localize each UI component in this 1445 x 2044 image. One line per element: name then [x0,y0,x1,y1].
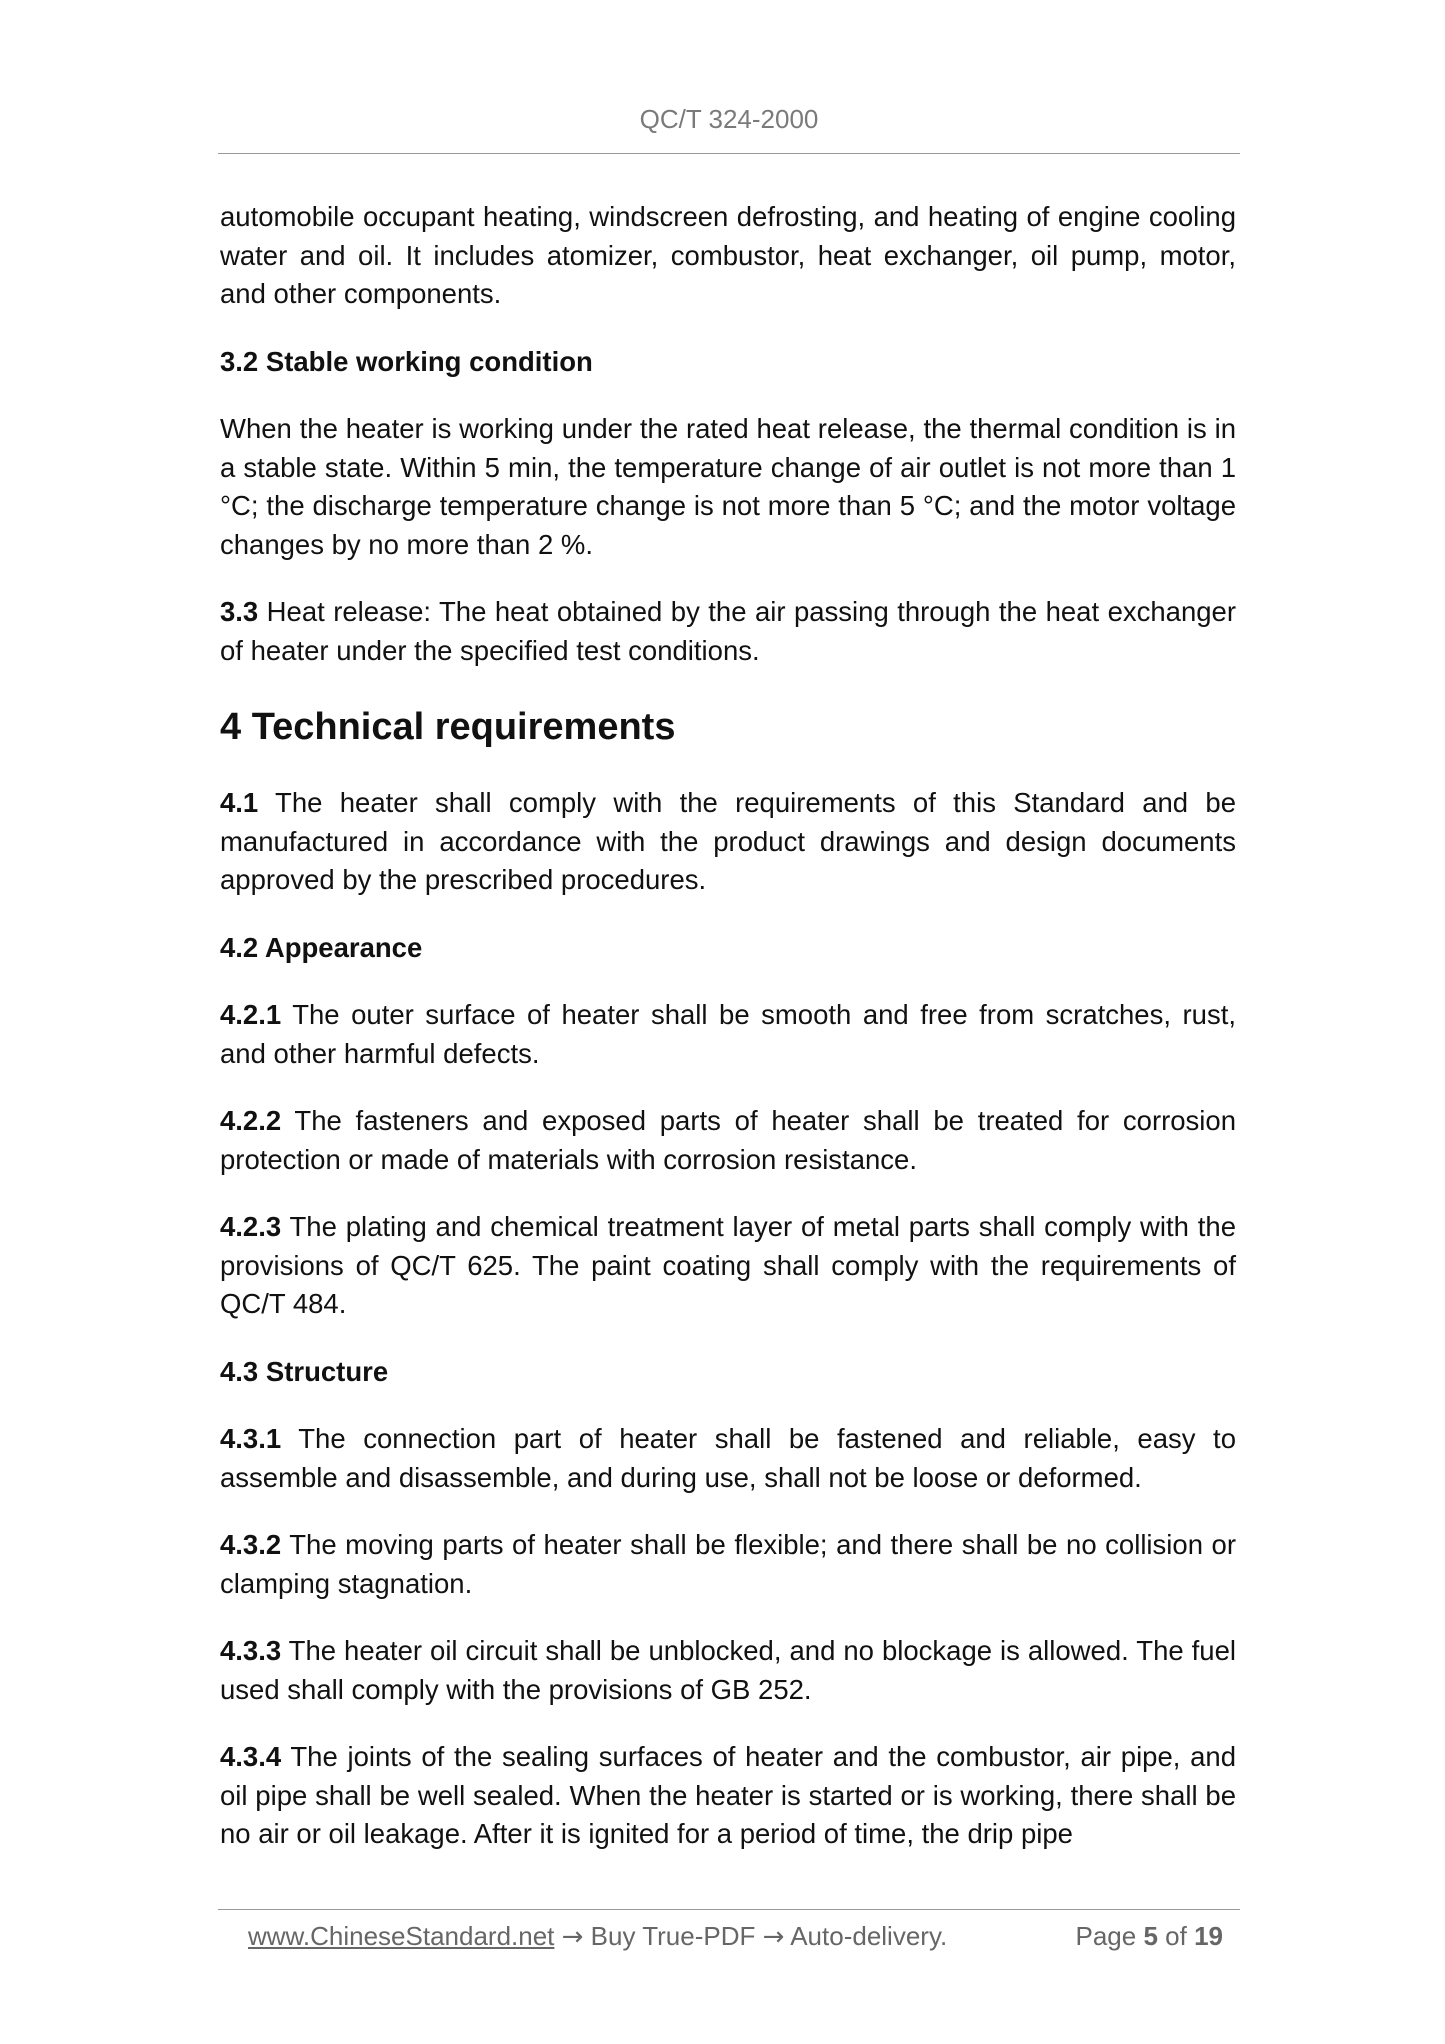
heading-3-2: 3.2 Stable working condition [220,345,593,377]
clause-text: The joints of the sealing surfaces of heater and the combustor, air pipe, and oil pipe shall be well sealed. When the heater is started or is working, there shall be no air or oil leakage. After it is ignited for a period of time, the drip pipe [220,1741,1236,1849]
page-total: 19 [1194,1921,1223,1951]
page-header: QC/T 324-2000 [639,104,819,134]
page-indicator [1075,1918,1223,1954]
paragraph-4-2-3 [220,1208,1236,1324]
clause-number: 4.2.2 [220,1105,282,1136]
clause-text: The connection part of heater shall be fastened and reliable, easy to assemble and disassemble, and during use, shall not be loose or deformed. [220,1423,1236,1493]
arrow-right-icon: → [762,1922,785,1952]
section-heading-4: 4 Technical requirements [220,706,676,748]
clause-number: 3.3 [220,596,259,627]
clause-number: 4.2.3 [220,1211,282,1242]
paragraph-4-3-4 [220,1738,1236,1854]
clause-number: 4.2.1 [220,999,282,1030]
clause-number: 4.3.1 [220,1423,282,1454]
paragraph-4-3-2 [220,1526,1236,1603]
auto-delivery-text: Auto-delivery. [790,1921,948,1951]
clause-number: 4.3.4 [220,1741,282,1772]
clause-text: The plating and chemical treatment layer of metal parts shall comply with the provisions of QC/T 625. The paint coating shall comply with the requirements of QC/T 484. [220,1211,1236,1319]
paragraph-3-2: When the heater is working under the rated heat release, the thermal condition is in a stable state. Within 5 min, the temperature change of air outlet is not more than 1 °C; the discharge temperature change is not more than 5 °C; and the motor voltage changes by no more than 2 %. [220,413,1236,560]
clause-text: The heater shall comply with the requirements of this Standard and be manufactured in accordance with the product drawings and design documents approved by the prescribed procedures. [220,787,1236,895]
page-footer [248,1918,1223,1955]
arrow-right-icon: → [561,1922,584,1952]
paragraph-intro: automobile occupant heating, windscreen defrosting, and heating of engine cooling water and oil. It includes atomizer, combustor, heat exchanger, oil pump, motor, and other components. [220,201,1236,309]
header-divider [218,153,1240,154]
clause-number: 4.3.3 [220,1635,282,1666]
website-link[interactable]: www.ChineseStandard.net [248,1921,555,1951]
buy-pdf-text: Buy True-PDF [590,1921,756,1951]
paragraph-4-3-1 [220,1420,1236,1497]
page-label: Page [1075,1921,1137,1951]
paragraph-3-3 [220,593,1236,670]
clause-text: The outer surface of heater shall be smooth and free from scratches, rust, and other harmful defects. [220,999,1236,1069]
clause-text: Heat release: The heat obtained by the air passing through the heat exchanger of heater under the specified test conditions. [220,596,1236,666]
of-label: of [1165,1921,1187,1951]
paragraph-4-2-2 [220,1102,1236,1179]
document-body [220,198,1236,1883]
clause-text: The heater oil circuit shall be unblocked, and no blockage is allowed. The fuel used shall comply with the provisions of GB 252. [220,1635,1236,1705]
paragraph-4-1 [220,784,1236,900]
paragraph-4-3-3 [220,1632,1236,1709]
clause-number: 4.1 [220,787,259,818]
clause-text: The fasteners and exposed parts of heater shall be treated for corrosion protection or made of materials with corrosion resistance. [220,1105,1236,1175]
paragraph-4-2-1 [220,996,1236,1073]
clause-text: The moving parts of heater shall be flexible; and there shall be no collision or clamping stagnation. [220,1529,1236,1599]
heading-4-2: 4.2 Appearance [220,931,423,963]
page-number: 5 [1143,1921,1158,1951]
footer-divider [218,1909,1240,1910]
clause-number: 4.3.2 [220,1529,282,1560]
heading-4-3: 4.3 Structure [220,1355,389,1387]
